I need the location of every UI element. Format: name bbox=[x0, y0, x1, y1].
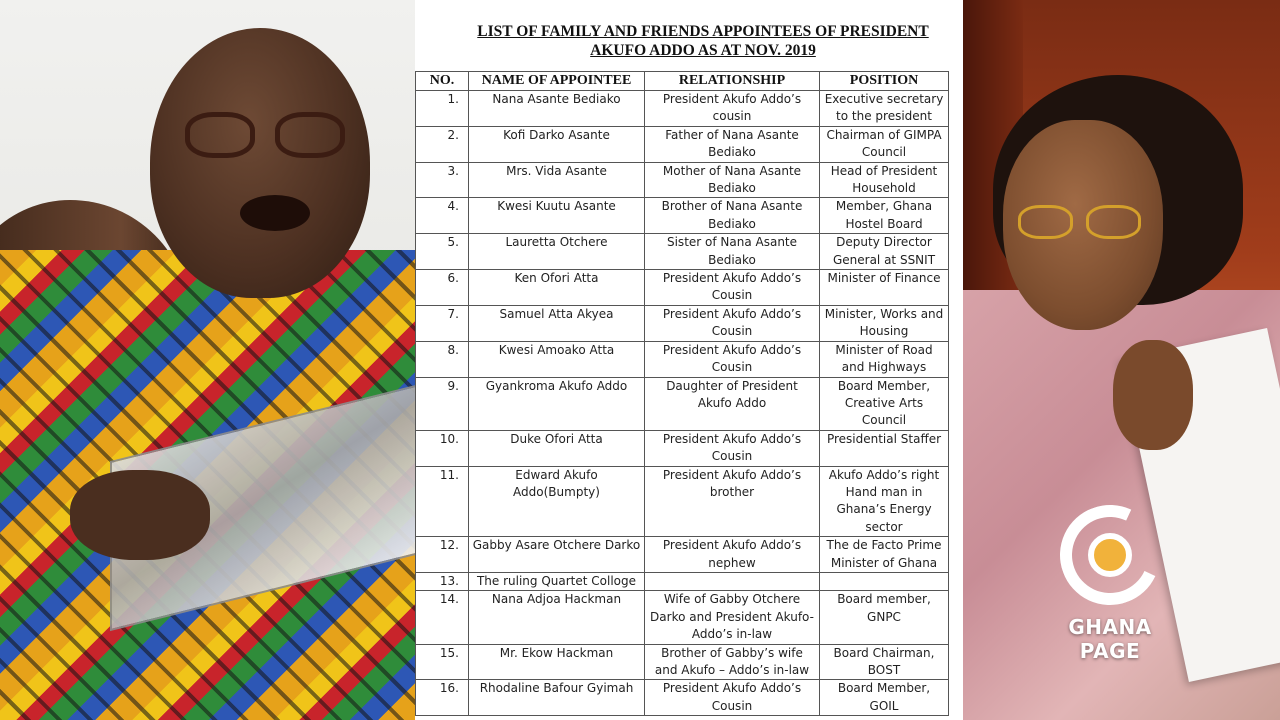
cell-name: Kwesi Kuutu Asante bbox=[469, 198, 645, 234]
cell-name: Nana Adjoa Hackman bbox=[469, 591, 645, 644]
cell-position: Board member, GNPC bbox=[820, 591, 949, 644]
table-row bbox=[416, 572, 949, 590]
cell-position: Minister of Road and Highways bbox=[820, 341, 949, 377]
table-row bbox=[416, 377, 949, 430]
cell-relationship: President Akufo Addo’s cousin bbox=[645, 91, 820, 127]
cell-name: Mrs. Vida Asante bbox=[469, 162, 645, 198]
cell-relationship: President Akufo Addo’s nephew bbox=[645, 537, 820, 573]
photo-president bbox=[0, 0, 415, 720]
eyeglasses bbox=[185, 108, 355, 164]
cell-no: 6. bbox=[416, 270, 469, 306]
cell-name: Duke Ofori Atta bbox=[469, 430, 645, 466]
appointee-table bbox=[415, 71, 949, 716]
cell-no: 1. bbox=[416, 91, 469, 127]
cell-name: Gyankroma Akufo Addo bbox=[469, 377, 645, 430]
cell-relationship: Daughter of President Akufo Addo bbox=[645, 377, 820, 430]
cell-position: Executive secretary to the president bbox=[820, 91, 949, 127]
cell-position: Akufo Addo’s right Hand man in Ghana’s Energy sector bbox=[820, 466, 949, 537]
cell-position: Minister, Works and Housing bbox=[820, 305, 949, 341]
cell-name: Kwesi Amoako Atta bbox=[469, 341, 645, 377]
cell-name: Nana Asante Bediako bbox=[469, 91, 645, 127]
cell-no: 14. bbox=[416, 591, 469, 644]
table-row bbox=[416, 466, 949, 537]
cell-relationship: President Akufo Addo’s Cousin bbox=[645, 341, 820, 377]
header-relationship: RELATIONSHIP bbox=[645, 72, 820, 91]
table-row bbox=[416, 644, 949, 680]
photo-hand bbox=[70, 470, 210, 560]
table-row bbox=[416, 680, 949, 716]
cell-name: Gabby Asare Otchere Darko bbox=[469, 537, 645, 573]
logo-text: GHANA PAGE bbox=[1068, 615, 1152, 663]
title-line-1: LIST OF FAMILY AND FRIENDS APPOINTEES OF PRESIDENT bbox=[477, 23, 929, 40]
cell-no: 3. bbox=[416, 162, 469, 198]
cell-name: Mr. Ekow Hackman bbox=[469, 644, 645, 680]
cell-relationship: President Akufo Addo’s Cousin bbox=[645, 270, 820, 306]
cell-position: Board Chairman, BOST bbox=[820, 644, 949, 680]
title-line-2: AKUFO ADDO AS AT NOV. 2019 bbox=[590, 42, 816, 59]
table-row bbox=[416, 198, 949, 234]
cell-relationship: President Akufo Addo’s Cousin bbox=[645, 305, 820, 341]
cell-position: Deputy Director General at SSNIT bbox=[820, 234, 949, 270]
cell-position: Chairman of GIMPA Council bbox=[820, 126, 949, 162]
cell-relationship: Brother of Nana Asante Bediako bbox=[645, 198, 820, 234]
header-name: NAME OF APPOINTEE bbox=[469, 72, 645, 91]
cell-name: Kofi Darko Asante bbox=[469, 126, 645, 162]
eyeglasses bbox=[1018, 205, 1148, 245]
cell-relationship bbox=[645, 572, 820, 590]
cell-name: Rhodaline Bafour Gyimah bbox=[469, 680, 645, 716]
cell-no: 16. bbox=[416, 680, 469, 716]
cell-name: The ruling Quartet Colloge bbox=[469, 572, 645, 590]
photo-hand bbox=[1113, 340, 1193, 450]
document-title bbox=[415, 22, 963, 60]
cell-name: Edward Akufo Addo(Bumpty) bbox=[469, 466, 645, 537]
table-row bbox=[416, 537, 949, 573]
cell-position: Board Member, Creative Arts Council bbox=[820, 377, 949, 430]
header-no: NO. bbox=[416, 72, 469, 91]
cell-relationship: Father of Nana Asante Bediako bbox=[645, 126, 820, 162]
table-row bbox=[416, 305, 949, 341]
cell-position: Head of President Household bbox=[820, 162, 949, 198]
cell-position: Presidential Staffer bbox=[820, 430, 949, 466]
cell-no: 13. bbox=[416, 572, 469, 590]
cell-no: 7. bbox=[416, 305, 469, 341]
table-row bbox=[416, 91, 949, 127]
cell-relationship: President Akufo Addo’s Cousin bbox=[645, 430, 820, 466]
table-row bbox=[416, 591, 949, 644]
cell-position: Minister of Finance bbox=[820, 270, 949, 306]
cell-relationship: President Akufo Addo’s Cousin bbox=[645, 680, 820, 716]
table-row bbox=[416, 126, 949, 162]
table-header-row bbox=[416, 72, 949, 91]
appointee-document bbox=[415, 0, 963, 720]
table-row bbox=[416, 270, 949, 306]
table-row bbox=[416, 430, 949, 466]
header-position: POSITION bbox=[820, 72, 949, 91]
cell-relationship: Wife of Gabby Otchere Darko and President Akufo-Addo’s in-law bbox=[645, 591, 820, 644]
cell-no: 9. bbox=[416, 377, 469, 430]
cell-relationship: Mother of Nana Asante Bediako bbox=[645, 162, 820, 198]
photo-mouth bbox=[240, 195, 310, 231]
logo-dot-icon bbox=[1088, 533, 1132, 577]
cell-position bbox=[820, 572, 949, 590]
table-row bbox=[416, 234, 949, 270]
cell-position: Board Member, GOIL bbox=[820, 680, 949, 716]
cell-no: 11. bbox=[416, 466, 469, 537]
cell-no: 15. bbox=[416, 644, 469, 680]
cell-no: 12. bbox=[416, 537, 469, 573]
cell-no: 8. bbox=[416, 341, 469, 377]
cell-name: Samuel Atta Akyea bbox=[469, 305, 645, 341]
table-row bbox=[416, 162, 949, 198]
cell-no: 5. bbox=[416, 234, 469, 270]
cell-relationship: Brother of Gabby’s wife and Akufo – Addo’s in-law bbox=[645, 644, 820, 680]
cell-name: Lauretta Otchere bbox=[469, 234, 645, 270]
cell-no: 2. bbox=[416, 126, 469, 162]
cell-no: 4. bbox=[416, 198, 469, 234]
ghana-page-logo bbox=[1040, 505, 1180, 663]
cell-no: 10. bbox=[416, 430, 469, 466]
table-row bbox=[416, 341, 949, 377]
cell-relationship: President Akufo Addo’s brother bbox=[645, 466, 820, 537]
cell-position: The de Facto Prime Minister of Ghana bbox=[820, 537, 949, 573]
cell-relationship: Sister of Nana Asante Bediako bbox=[645, 234, 820, 270]
cell-name: Ken Ofori Atta bbox=[469, 270, 645, 306]
cell-position: Member, Ghana Hostel Board bbox=[820, 198, 949, 234]
